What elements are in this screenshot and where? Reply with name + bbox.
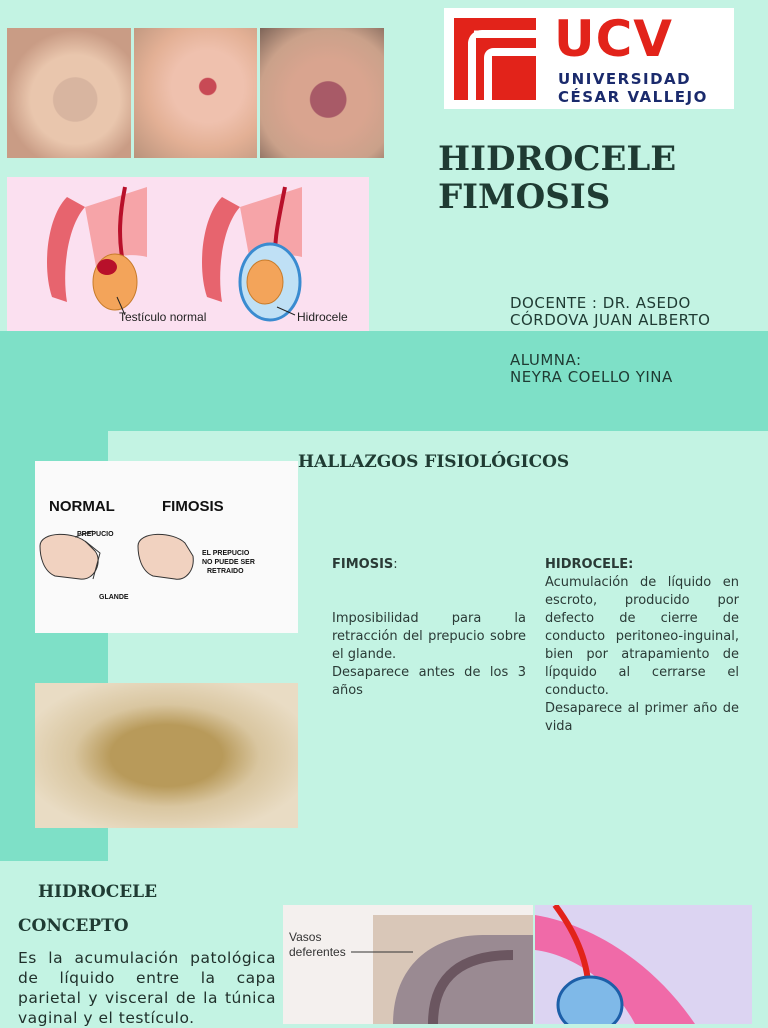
hidrocele-text-2: Desaparece al primer año de vida — [545, 701, 739, 734]
concepto-heading: CONCEPTO — [18, 916, 129, 936]
figure-note-2: NO PUEDE SER — [202, 559, 255, 566]
hidrocele-section-heading: HIDROCELE — [38, 882, 158, 902]
diagram-label-hydrocele: Hidrocele — [297, 310, 348, 324]
docente-line-1: DOCENTE : DR. ASEDO — [510, 294, 691, 312]
university-logo — [444, 8, 734, 109]
figure-label-glande: GLANDE — [99, 594, 129, 601]
clinical-photo — [260, 28, 384, 158]
diagram-label-normal: Testículo normal — [119, 310, 207, 324]
logo-line-1: UNIVERSIDAD — [558, 70, 692, 88]
title-line: HIDROCELE — [438, 139, 677, 179]
hydrocele-diagram — [7, 177, 369, 331]
clinical-photo — [7, 28, 131, 158]
fimosis-figure — [35, 461, 298, 633]
logo-acronym: UCV — [554, 10, 673, 68]
hydrocele-photo — [35, 683, 298, 828]
figure-note-3: RETRAIDO — [207, 568, 244, 575]
docente-line-2: CÓRDOVA JUAN ALBERTO — [510, 311, 711, 329]
clinical-photo — [134, 28, 258, 158]
concepto-text: Es la acumulación patológica de líquido entre la capa parietal y visceral de la túnica vaginal y el testículo. — [18, 949, 276, 1027]
fimosis-column — [332, 556, 526, 700]
anatomy-figure — [283, 905, 533, 1024]
anatomy-label-2: deferentes — [289, 945, 346, 959]
figure-label-prepucio: PREPUCIO — [77, 531, 114, 538]
title-line: FIMOSIS — [438, 177, 611, 217]
hydrocele-illustration — [535, 905, 752, 1024]
fimosis-heading: FIMOSIS — [332, 557, 394, 572]
hidrocele-heading: HIDROCELE: — [545, 557, 634, 572]
fimosis-text-2: Desaparece antes de los 3 años — [332, 665, 526, 698]
logo-line-2: CÉSAR VALLEJO — [558, 88, 708, 106]
hallazgos-heading: HALLAZGOS FISIOLÓGICOS — [298, 452, 570, 472]
figure-note-1: EL PREPUCIO — [202, 550, 250, 557]
figure-label-normal: NORMAL — [49, 498, 115, 515]
ucv-emblem-icon — [454, 18, 536, 100]
alumna-label: ALUMNA: — [510, 351, 582, 369]
alumna-block — [510, 352, 673, 386]
page-title — [438, 140, 676, 216]
hidrocele-column — [545, 556, 739, 736]
clinical-photo-strip — [7, 28, 384, 158]
anatomy-label-1: Vasos — [289, 930, 322, 944]
alumna-name: NEYRA COELLO YINA — [510, 368, 673, 386]
fimosis-heading-colon: : — [393, 557, 398, 572]
hidrocele-text: Acumulación de líquido en escroto, producido por defecto de cierre de conducto peritoneo-inguinal, bien por atrapamiento de lípquido al cerrarse el conducto. — [545, 575, 739, 698]
fimosis-text: Imposibilidad para la retracción del prepucio sobre el glande. — [332, 611, 526, 662]
figure-label-fimosis: FIMOSIS — [162, 498, 224, 515]
docente-block — [510, 295, 710, 329]
